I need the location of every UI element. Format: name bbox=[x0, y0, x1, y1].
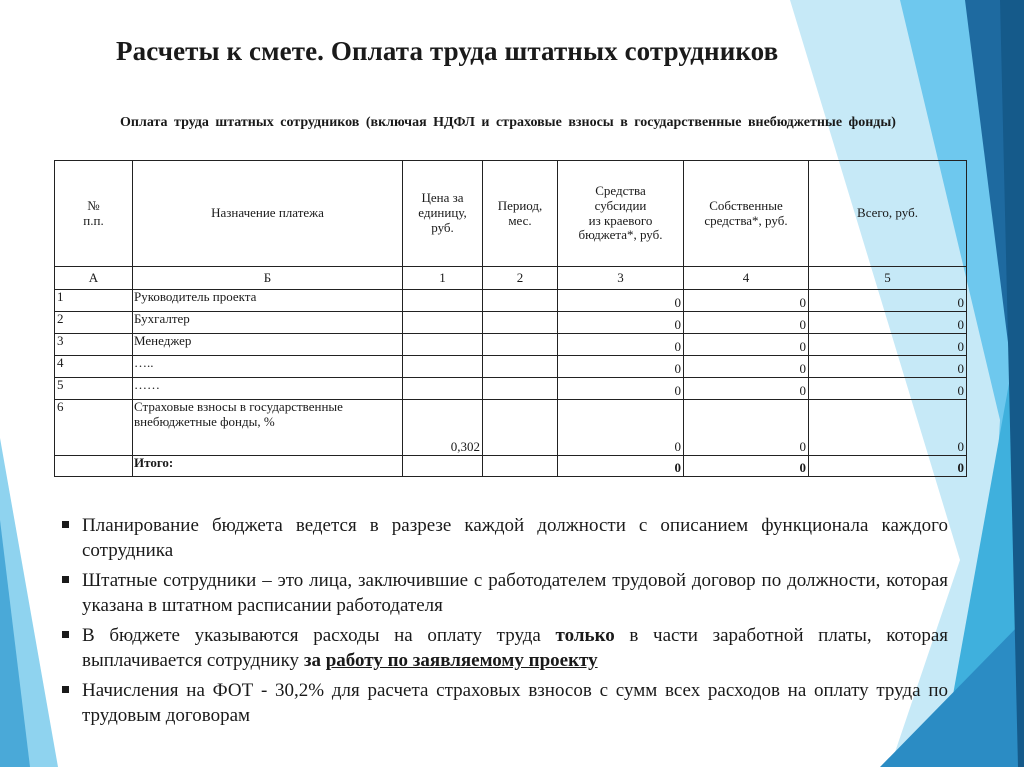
col-index: 4 bbox=[684, 267, 809, 290]
row-subsidy: 0 bbox=[558, 312, 684, 334]
row-period bbox=[483, 334, 558, 356]
row-price bbox=[403, 356, 483, 378]
row-purpose: Страховые взносы в государственные внебюджетные фонды, % bbox=[133, 400, 403, 456]
list-item bbox=[62, 568, 948, 618]
bullet-square-icon bbox=[62, 686, 69, 693]
header-period: Период, мес. bbox=[483, 161, 558, 267]
row-total: 0 bbox=[809, 312, 967, 334]
note-budget-part1: В бюджете указываются расходы на оплату труда bbox=[82, 625, 556, 646]
row-price bbox=[403, 334, 483, 356]
row-own-funds: 0 bbox=[684, 334, 809, 356]
note-payroll-charges: Начисления на ФОТ - 30,2% для расчета страховых взносов с сумм всех расходов на оплату труда по трудовым договорам bbox=[82, 680, 948, 726]
note-staff-definition: Штатные сотрудники – это лица, заключившие с работодателем трудовой договор по должности, которая указана в штатном расписании работодателя bbox=[82, 570, 948, 616]
total-subsidy: 0 bbox=[558, 456, 684, 477]
row-number: 5 bbox=[55, 378, 133, 400]
table-total-row bbox=[55, 456, 967, 477]
header-subsidy: Средства субсидии из краевого бюджета*, руб. bbox=[558, 161, 684, 267]
row-number: 3 bbox=[55, 334, 133, 356]
table-subtitle: Оплата труда штатных сотрудников (включая НДФЛ и страховые взносы в государственные внебюджетные фонды) bbox=[120, 115, 896, 130]
row-number: 6 bbox=[55, 400, 133, 456]
row-period bbox=[483, 378, 558, 400]
total-sum: 0 bbox=[809, 456, 967, 477]
header-total: Всего, руб. bbox=[809, 161, 967, 267]
row-purpose: Менеджер bbox=[133, 334, 403, 356]
bullet-square-icon bbox=[62, 631, 69, 638]
header-own-funds: Собственные средства*, руб. bbox=[684, 161, 809, 267]
row-purpose: Бухгалтер bbox=[133, 312, 403, 334]
row-total: 0 bbox=[809, 400, 967, 456]
row-own-funds: 0 bbox=[684, 290, 809, 312]
total-price bbox=[403, 456, 483, 477]
row-subsidy: 0 bbox=[558, 356, 684, 378]
header-price: Цена за единицу, руб. bbox=[403, 161, 483, 267]
table-header-row bbox=[55, 161, 967, 267]
table-column-index-row bbox=[55, 267, 967, 290]
row-period bbox=[483, 356, 558, 378]
row-price bbox=[403, 378, 483, 400]
row-total: 0 bbox=[809, 334, 967, 356]
col-index: 3 bbox=[558, 267, 684, 290]
bullet-square-icon bbox=[62, 521, 69, 528]
row-subsidy: 0 bbox=[558, 378, 684, 400]
col-index: 2 bbox=[483, 267, 558, 290]
total-label: Итого: bbox=[133, 456, 403, 477]
notes-list bbox=[62, 513, 948, 733]
row-number: 1 bbox=[55, 290, 133, 312]
row-price bbox=[403, 312, 483, 334]
total-own-funds: 0 bbox=[684, 456, 809, 477]
col-index: Б bbox=[133, 267, 403, 290]
bullet-square-icon bbox=[62, 576, 69, 583]
list-item bbox=[62, 623, 948, 673]
row-number: 4 bbox=[55, 356, 133, 378]
row-own-funds: 0 bbox=[684, 356, 809, 378]
table-row bbox=[55, 356, 967, 378]
row-own-funds: 0 bbox=[684, 378, 809, 400]
row-total: 0 bbox=[809, 290, 967, 312]
row-number: 2 bbox=[55, 312, 133, 334]
note-budget-emphasis-2: за bbox=[303, 650, 326, 671]
row-period bbox=[483, 312, 558, 334]
list-item bbox=[62, 678, 948, 728]
slide-title: Расчеты к смете. Оплата труда штатных сотрудников bbox=[116, 36, 779, 66]
table-row bbox=[55, 400, 967, 456]
note-budget-underlined: работу по заявляемому проекту bbox=[325, 650, 598, 671]
row-period bbox=[483, 290, 558, 312]
payroll-table bbox=[54, 160, 967, 477]
list-item bbox=[62, 513, 948, 563]
col-index: 5 bbox=[809, 267, 967, 290]
table-row bbox=[55, 312, 967, 334]
row-purpose: ….. bbox=[133, 356, 403, 378]
row-purpose: Руководитель проекта bbox=[133, 290, 403, 312]
table-row bbox=[55, 334, 967, 356]
note-budget-emphasis: только bbox=[555, 625, 615, 646]
total-row-number bbox=[55, 456, 133, 477]
row-subsidy: 0 bbox=[558, 400, 684, 456]
header-purpose: Назначение платежа bbox=[133, 161, 403, 267]
row-own-funds: 0 bbox=[684, 400, 809, 456]
row-price bbox=[403, 290, 483, 312]
note-planning: Планирование бюджета ведется в разрезе каждой должности с описанием функционала каждого сотрудника bbox=[82, 515, 948, 561]
row-subsidy: 0 bbox=[558, 290, 684, 312]
row-own-funds: 0 bbox=[684, 312, 809, 334]
row-purpose: …… bbox=[133, 378, 403, 400]
table-row bbox=[55, 290, 967, 312]
row-price: 0,302 bbox=[403, 400, 483, 456]
row-total: 0 bbox=[809, 356, 967, 378]
row-total: 0 bbox=[809, 378, 967, 400]
header-no: № п.п. bbox=[55, 161, 133, 267]
col-index: А bbox=[55, 267, 133, 290]
note-budget-part2: в части заработной платы, которая выплачивается сотруднику bbox=[82, 625, 948, 671]
col-index: 1 bbox=[403, 267, 483, 290]
table-row bbox=[55, 378, 967, 400]
row-subsidy: 0 bbox=[558, 334, 684, 356]
row-period bbox=[483, 400, 558, 456]
total-period bbox=[483, 456, 558, 477]
